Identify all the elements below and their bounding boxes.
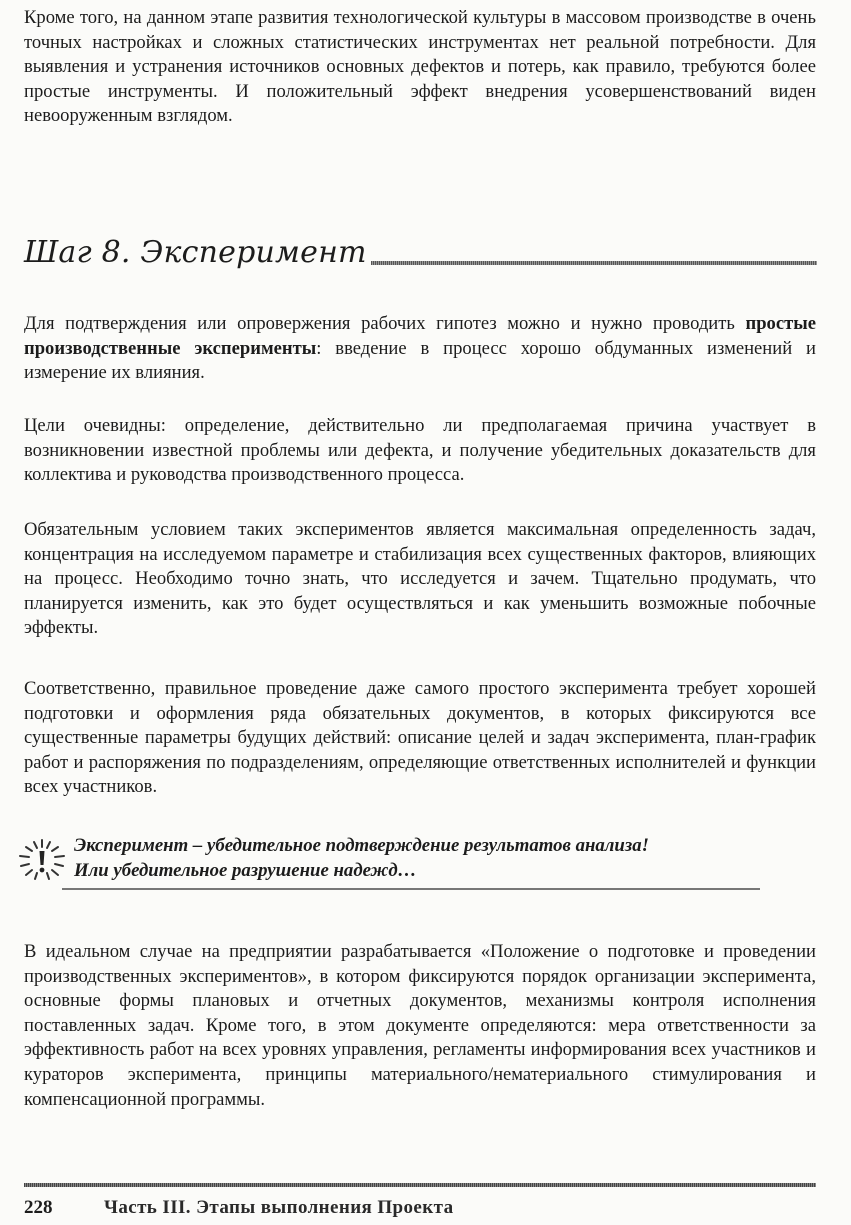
callout-rule xyxy=(62,888,760,890)
paragraph-2: Цели очевидны: определение, действительно ли предполагаемая причина участвует в возникновении известной проблемы или дефекта, и получение убедительных доказательств для коллектива и руководства производственного процесса. xyxy=(24,415,816,486)
paragraph-1 xyxy=(24,312,816,386)
paragraph-3: Обязательным условием таких экспериментов является максимальная определенность задач, концентрация на исследуемом параметре и стабилизация всех существенных факторов, влияющих на процесс. Необходимо точно знать, что исследуется и зачем. Тщательно продумать, что планируется изменить, как это будет осуществляться и как уменьшить возможные побочные эффекты. xyxy=(24,519,816,639)
callout-box xyxy=(14,834,754,894)
paragraph-5: В идеальном случае на предприятии разрабатывается «Положение о подготовке и проведении производственных экспериментов», в котором фиксируются порядок организации эксперимента, основные формы плановых и отчетных документов, механизмы контроля исполнения поставленных задач. Кроме того, в этом документе определяются: мера ответственности за эффективность работ на всех уровнях управления, регламенты информирования всех участников и кураторов эксперимента, принципы материального/нематериального стимулирования и компенсационной программы. xyxy=(24,941,816,1110)
paragraph-1-end: : введение в процесс хорошо обдуманных изменений и измерение их влияния. xyxy=(24,337,816,384)
section-heading-row xyxy=(24,228,817,272)
footer-rule xyxy=(24,1183,816,1187)
running-title: Часть III. Этапы выполнения Проекта xyxy=(104,1197,454,1218)
callout-line-2: Или убедительное разрушение надежд… xyxy=(74,859,417,881)
callout-line-1: Эксперимент – убедительное подтверждение результатов анализа! xyxy=(74,835,649,856)
intro-paragraph: Кроме того, на данном этапе развития технологической культуры в массовом производстве в очень точных настройках и сложных статистических инструментах нет реальной потребности. Для выявления и устранения источников основных дефектов и потерь, как правило, требуются более простые инструменты. И положительный эффект внедрения усовершенствований виден невооруженным взглядом. xyxy=(24,7,816,127)
idea-burst-icon xyxy=(14,837,70,883)
heading-rule xyxy=(371,261,817,265)
paragraph-4: Соответственно, правильное проведение даже самого простого эксперимента требует хорошей подготовки и оформления ряда обязательных документов, в которых фиксируются все существенные параметры будущих действий: описание целей и задач эксперимента, план-график работ и распоряжения по подразделениям, определяющие ответственных исполнителей и функции всех участников. xyxy=(24,678,816,798)
paragraph-1-start: Для подтверждения или опровержения рабочих гипотез можно и нужно проводить xyxy=(24,313,746,334)
page-number: 228 xyxy=(24,1197,53,1218)
paragraph-1-bold-term: простые производственные эксперименты xyxy=(24,313,816,359)
callout-text xyxy=(74,834,764,883)
page-footer xyxy=(24,1196,453,1220)
section-heading: Шаг 8. Эксперимент xyxy=(24,235,367,270)
